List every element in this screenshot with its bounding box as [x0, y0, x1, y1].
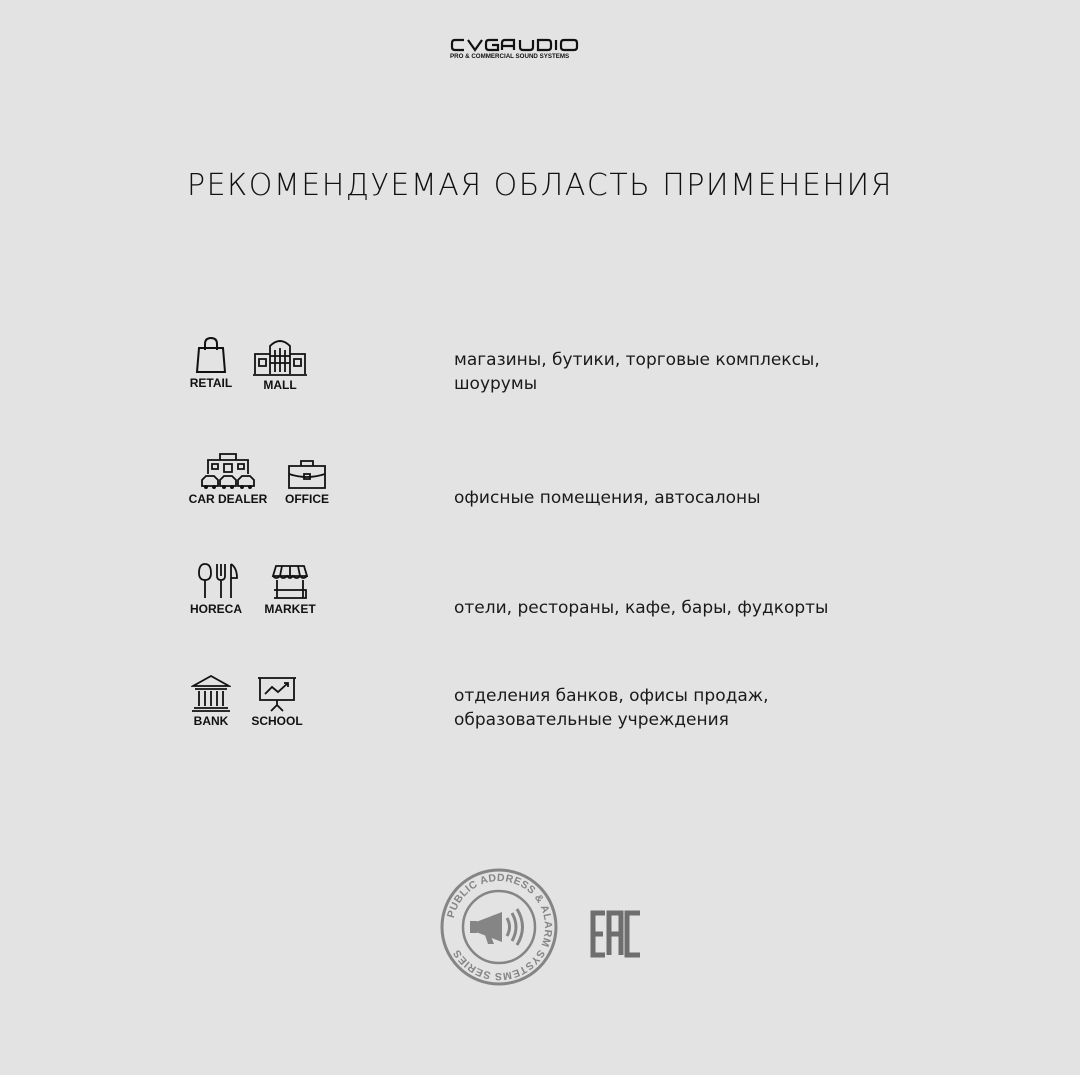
- office-item: [282, 452, 332, 506]
- school-item: [248, 674, 306, 728]
- description-line: образовательные учреждения: [454, 710, 729, 730]
- page-title: РЕКОМЕНДУЕМАЯ ОБЛАСТЬ ПРИМЕНЕНИЯ: [187, 168, 893, 203]
- eac-certification-mark: [590, 910, 642, 958]
- bank-icon: [191, 674, 231, 712]
- public-address-series-badge: [440, 868, 558, 986]
- description-line: отели, рестораны, кафе, бары, фудкорты: [454, 598, 829, 618]
- logo-tagline: PRO & COMMERCIAL SOUND SYSTEMS: [450, 53, 570, 60]
- mall-item: [252, 336, 308, 392]
- car-dealer-icon: [198, 452, 258, 490]
- description-line: магазины, бутики, торговые комплексы,: [454, 350, 820, 370]
- row-description: [454, 348, 894, 396]
- badge-ring-text: PUBLIC ADDRESS & ALARM SYSTEMS SERIES: [444, 871, 555, 983]
- retail-item: [186, 336, 236, 390]
- row-description: [454, 596, 894, 620]
- cvg-audio-logo: [450, 36, 630, 64]
- retail-label: RETAIL: [189, 376, 233, 390]
- mall-label: MALL: [263, 378, 297, 392]
- mall-building-icon: [253, 336, 307, 376]
- megaphone-icon: [470, 909, 523, 945]
- car-dealer-item: [186, 452, 270, 506]
- market-stall-icon: [271, 562, 309, 600]
- presentation-board-icon: [256, 674, 298, 712]
- bank-item: [188, 674, 234, 728]
- market-item: [260, 562, 320, 616]
- car-dealer-label: CAR DEALER: [188, 492, 268, 506]
- school-label: SCHOOL: [251, 714, 303, 728]
- horeca-label: HORECA: [189, 602, 242, 616]
- cutlery-icon: [193, 562, 239, 600]
- horeca-item: [186, 562, 246, 616]
- bank-label: BANK: [193, 714, 229, 728]
- description-line: шоурумы: [454, 374, 538, 394]
- market-label: MARKET: [264, 602, 316, 616]
- row-description: [454, 684, 894, 732]
- shopping-bag-icon: [194, 336, 228, 374]
- briefcase-icon: [286, 452, 328, 490]
- description-line: офисные помещения, автосалоны: [454, 488, 761, 508]
- office-label: OFFICE: [285, 492, 329, 506]
- row-description: [454, 486, 894, 510]
- description-line: отделения банков, офисы продаж,: [454, 686, 769, 706]
